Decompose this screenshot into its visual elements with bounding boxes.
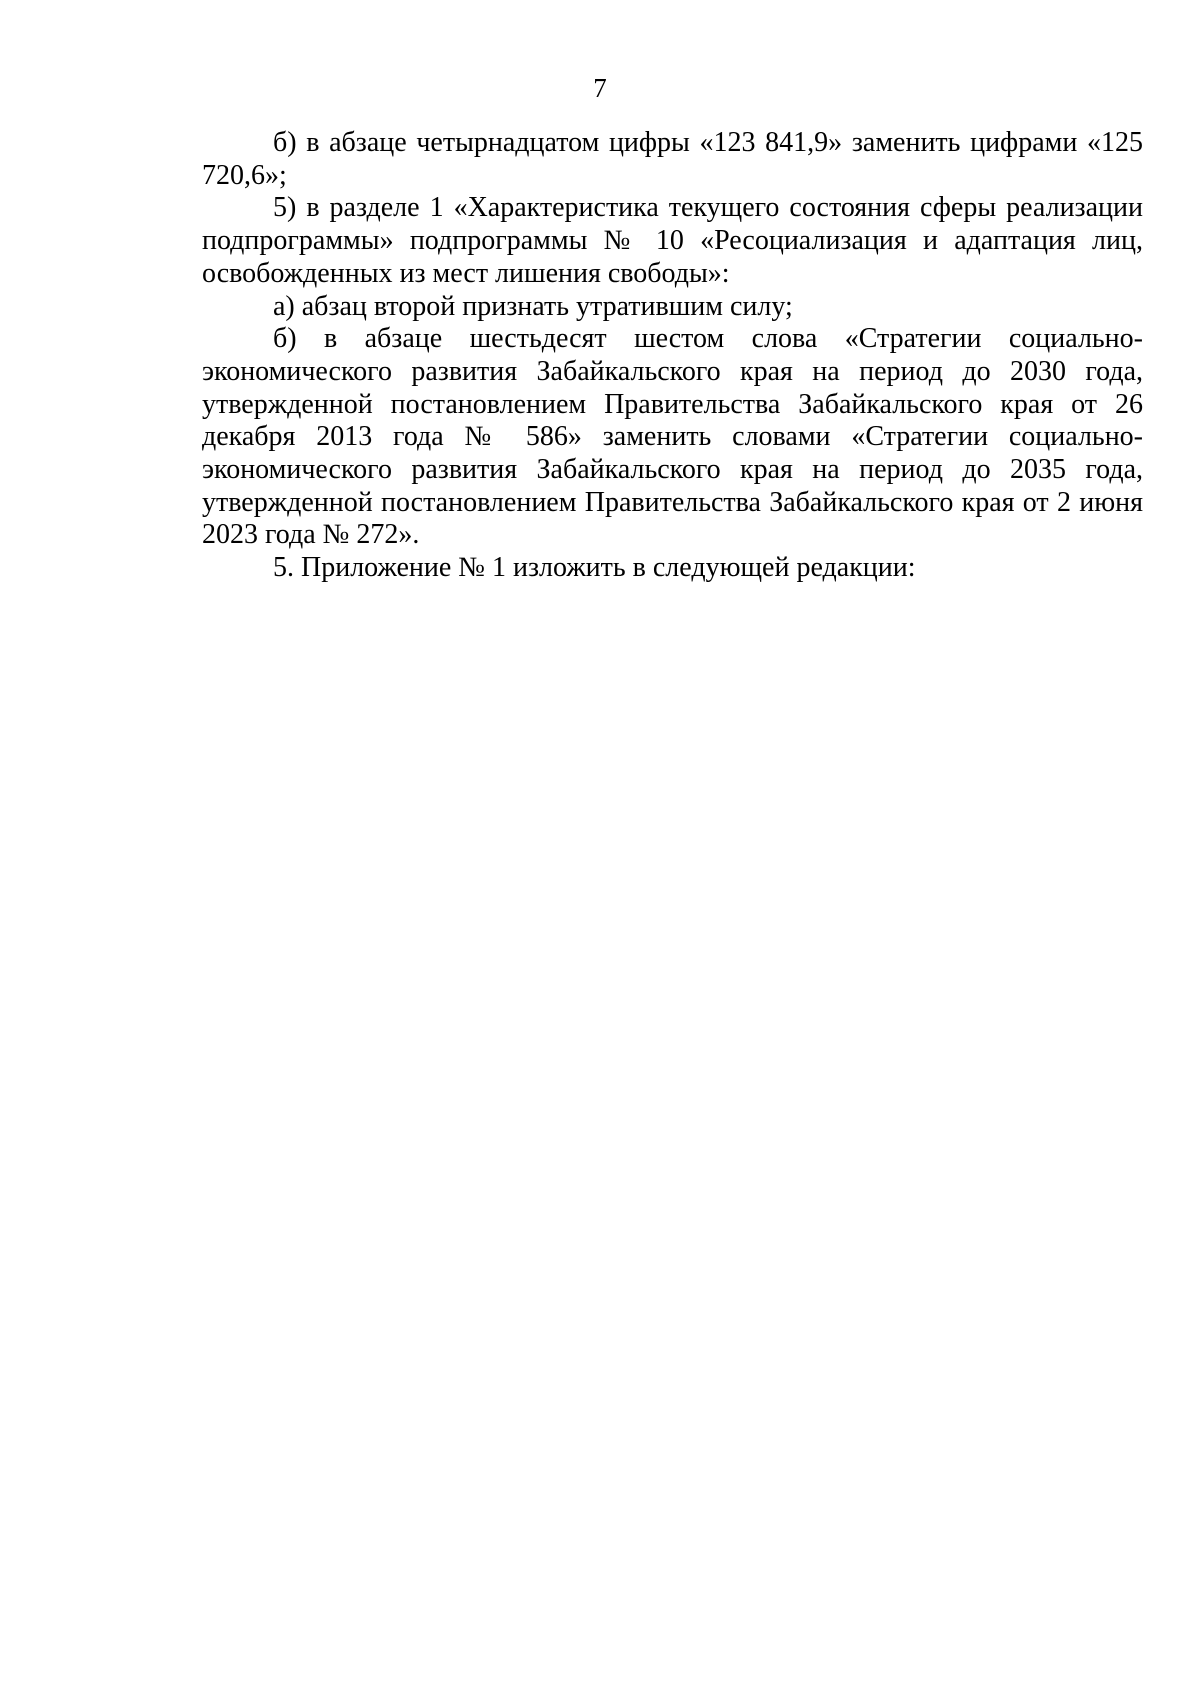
document-body: [202, 127, 1143, 585]
paragraph-section-1-subprogram-10: 5) в разделе 1 «Характеристика текущего состояния сферы реализации подпрограммы» подпрограммы № 10 «Ресоциализация и адаптация лиц, освобожденных из мест лишения свободы»:: [202, 192, 1143, 289]
paragraph-abzac-66-strategy: б) в абзаце шестьдесят шестом слова «Стратегии социально-экономического развития Забайкальского края на период до 2030 года, утвержденной постановлением Правительства Забайкальского края от 26 декабря 2013 года № 586» заменить словами «Стратегии социально-экономического развития Забайкальского края на период до 2035 года, утвержденной постановлением Правительства Забайкальского края от 2 июня 2023 года № 272».: [202, 323, 1143, 551]
page-number: 7: [593, 73, 607, 103]
paragraph-amend-abzac-14: б) в абзаце четырнадцатом цифры «123 841,9» заменить цифрами «125 720,6»;: [202, 127, 1143, 191]
paragraph-appendix-1: 5. Приложение № 1 изложить в следующей редакции:: [273, 552, 916, 584]
paragraph-abzac-2-invalid: а) абзац второй признать утратившим силу;: [273, 290, 793, 322]
